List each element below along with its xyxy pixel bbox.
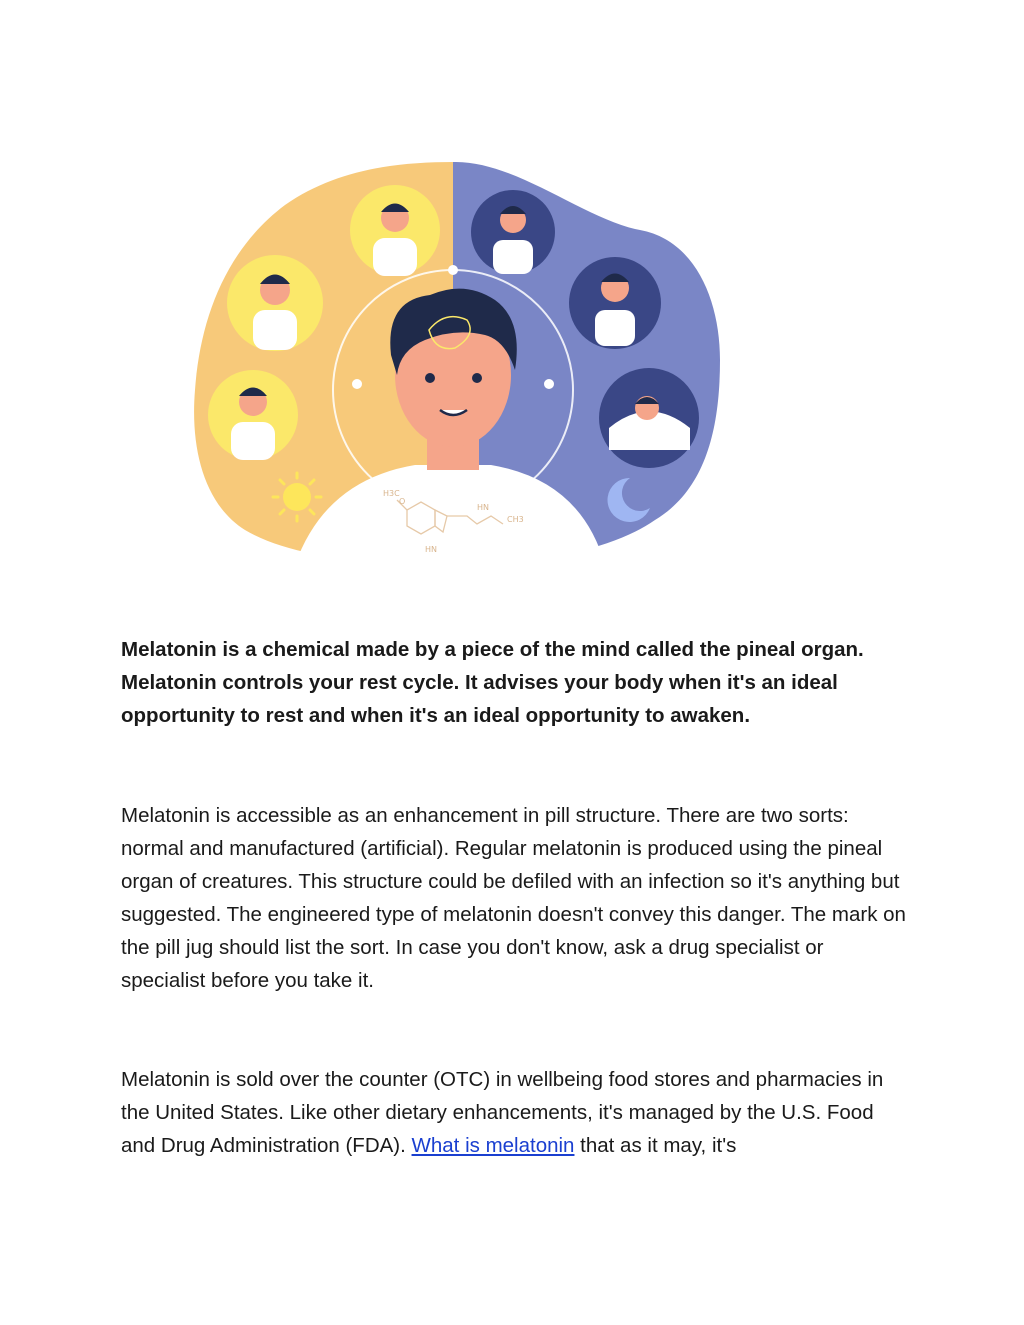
day-person-circle-3 [208,370,298,460]
melatonin-illustration [185,160,725,565]
clock-dot-right [544,379,554,389]
molecule-label-hn: HN [477,503,489,512]
molecule-label-hn-2: HN [425,545,437,554]
clock-dot-top [448,265,458,275]
day-person-circle-1 [227,255,323,351]
clock-dot-left [352,379,362,389]
otc-paragraph [121,1063,911,1162]
what-is-melatonin-link[interactable]: What is melatonin [411,1134,575,1157]
supplement-forms-paragraph: Melatonin is accessible as an enhancement in pill structure. There are two sorts: normal and manufactured (artificial). Regular melatonin is produced using the pineal organ of creatures. This structure could be defiled with an infection so it's anything but suggested. The engineered type of melatonin doesn't convey this danger. The mark on the pill jug should list the sort. In case you don't know, ask a drug specialist or specialist before you take it. [121,804,906,992]
night-person-circle-2 [569,257,661,349]
night-person-circle-1 [471,190,555,274]
molecule-label-o: O [399,497,406,506]
molecule-label-ch3: CH3 [507,515,524,524]
intro-paragraph-bold: Melatonin is a chemical made by a piece of the mind called the pineal organ. Melatonin controls your rest cycle. It advises your body when it's an ideal opportunity to rest and when it's an ideal opportunity to awaken. [121,638,864,727]
otc-paragraph-tail: that as it may, it's [574,1134,737,1157]
molecule-label-h3c: H3C [383,489,400,498]
night-person-circle-3-sleeping [599,368,699,468]
otc-paragraph-text: Melatonin is sold over the counter (OTC) in wellbeing food stores and pharmacies in the United States. Like other dietary enhancements, it's managed by the U.S. Food and Drug Administration (FDA). [121,1068,884,1157]
